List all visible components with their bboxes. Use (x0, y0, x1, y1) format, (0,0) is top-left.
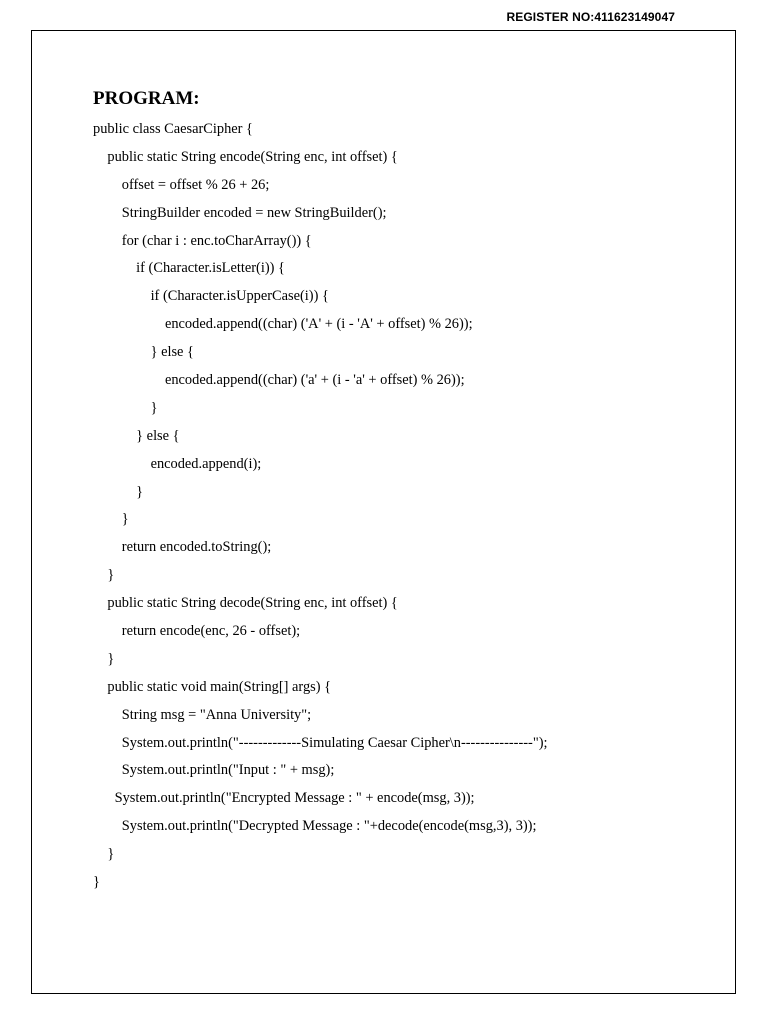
code-line: return encoded.toString(); (93, 539, 272, 556)
code-line: } else { (93, 344, 194, 361)
code-line: encoded.append(i); (93, 455, 262, 472)
code-line: } else { (93, 427, 180, 444)
program-heading: PROGRAM: (93, 88, 200, 109)
code-line: } (93, 511, 129, 528)
code-line: public static String encode(String enc, int offset) { (93, 148, 398, 165)
code-line: System.out.println("Encrypted Message : " + encode(msg, 3)); (93, 790, 475, 807)
code-line: } (93, 874, 100, 891)
code-line: } (93, 399, 158, 416)
code-line: } (93, 483, 144, 500)
code-line: } (93, 846, 115, 863)
code-line: StringBuilder encoded = new StringBuilder(); (93, 204, 387, 221)
register-number: REGISTER NO:411623149047 (506, 10, 675, 24)
code-line: String msg = "Anna University"; (93, 706, 312, 723)
code-listing (93, 116, 548, 897)
code-line: public class CaesarCipher { (93, 121, 253, 137)
code-line: System.out.println("Decrypted Message : "+decode(encode(msg,3), 3)); (93, 818, 537, 835)
code-line: public static String decode(String enc, int offset) { (93, 595, 398, 612)
code-line: encoded.append((char) ('A' + (i - 'A' + offset) % 26)); (93, 316, 473, 333)
code-line: } (93, 567, 115, 584)
code-line: return encode(enc, 26 - offset); (93, 623, 301, 640)
code-line: for (char i : enc.toCharArray()) { (93, 232, 312, 249)
code-line: if (Character.isLetter(i)) { (93, 260, 285, 277)
code-line: System.out.println("Input : " + msg); (93, 762, 335, 779)
code-line: public static void main(String[] args) { (93, 678, 332, 695)
code-line: System.out.println("-------------Simulating Caesar Cipher\n---------------"); (93, 734, 548, 751)
code-line: } (93, 650, 115, 667)
code-line: if (Character.isUpperCase(i)) { (93, 288, 329, 305)
code-line: encoded.append((char) ('a' + (i - 'a' + offset) % 26)); (93, 372, 465, 389)
code-line: offset = offset % 26 + 26; (93, 176, 270, 193)
